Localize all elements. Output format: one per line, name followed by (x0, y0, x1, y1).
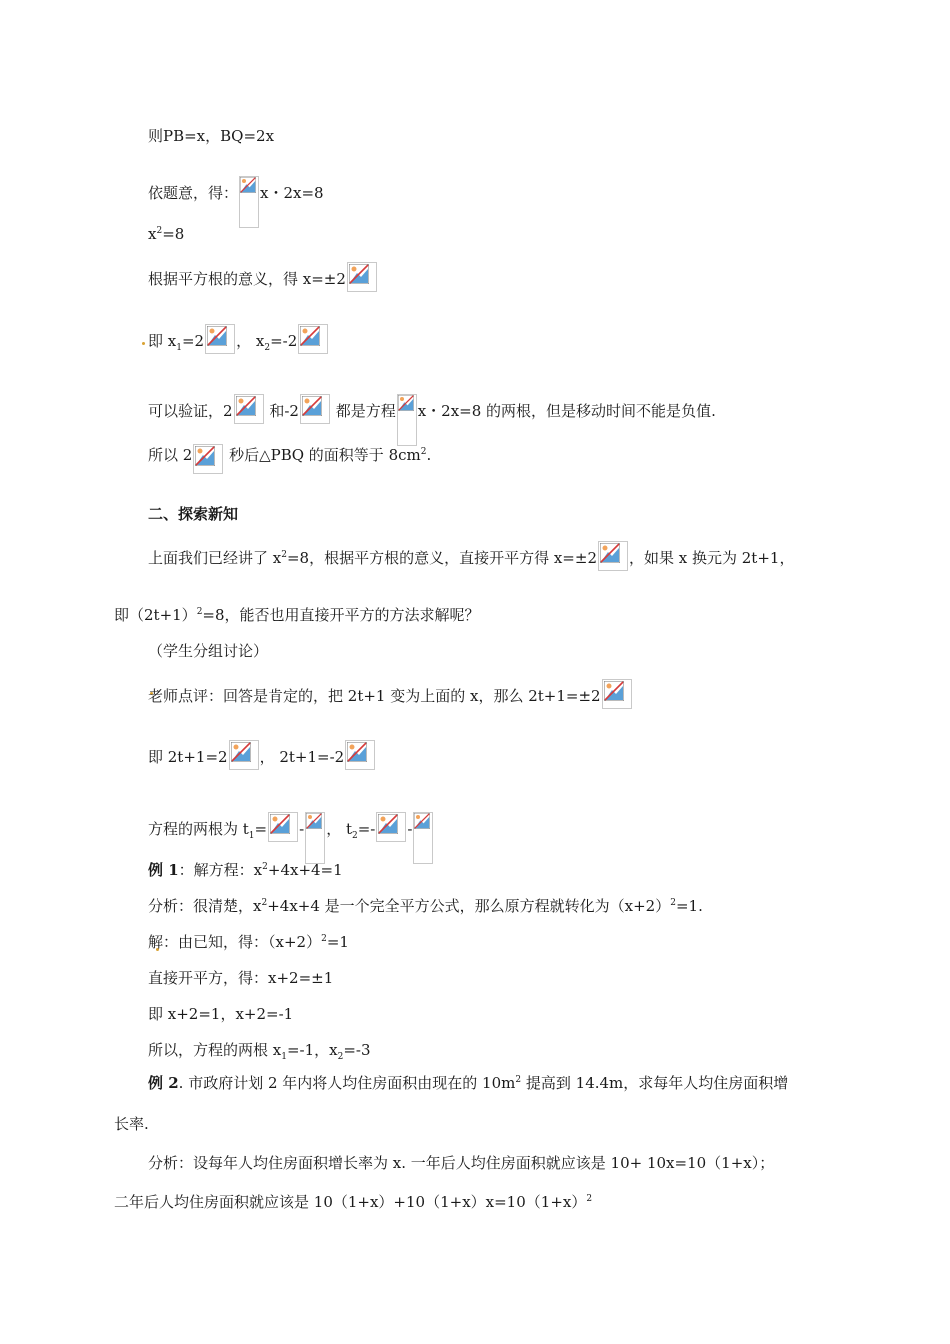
broken-image-icon (205, 324, 235, 354)
broken-image-icon (239, 176, 259, 228)
broken-image-icon (598, 541, 628, 571)
analysis-2-continued: 二年后人均住房面积就应该是 $10(1+x)+10(1+x)x=10(1+x)^2$ (114, 1193, 593, 1211)
broken-image-icon (234, 394, 264, 424)
solution-2: 直接开平方，得：x+2=±1 (148, 969, 334, 987)
teacher-comment: 老师点评：回答是肯定的，把 2t+1 变为上面的 x，那么 2t+1=±2 (148, 679, 633, 709)
example-2: 例 2. 市政府计划 2 年内将人均住房面积由现在的 $10m^2$ 提高到 14.4m，求每年人均住房面积增 (148, 1074, 789, 1092)
broken-image-icon (305, 812, 325, 864)
analysis-2: 分析：设每年人均住房面积增长率为 x. 一年后人均住房面积就应该是 10+ 10x=10（1+x）； (148, 1154, 775, 1172)
example-1: 例 1：解方程：$x^2+4x+4=1$ (148, 861, 343, 879)
paragraph-intro: 上面我们已经讲了 $x^2=8$，根据平方根的意义，直接开平方得 x=±2 ，如果 x 换元为 2t+1， (148, 541, 794, 571)
analysis-1: 分析：很清楚，$x^2+4x+4$ 是一个完全平方公式，那么原方程就转化为$(x+2)^2=1$. (148, 897, 703, 915)
example-2-continued: 长率. (114, 1115, 149, 1133)
line-equation-setup: 依题意，得： x・2x=8 (148, 176, 324, 228)
line-conclusion: 所以 2 秒后△PBQ 的面积等于 $8cm^2$. (148, 444, 431, 474)
line-roots-x: 即 $x_1=2$ ， $x_2=-2$ (148, 324, 329, 354)
broken-image-icon (229, 740, 259, 770)
broken-image-icon (268, 812, 298, 842)
solution-1: 解：由已知，得：$(x+2)^2=1$ (148, 933, 349, 951)
broken-image-icon (300, 394, 330, 424)
solution-3: 即 x+2=1，x+2=-1 (148, 1005, 294, 1023)
broken-image-icon (347, 262, 377, 292)
broken-image-icon (376, 812, 406, 842)
broken-image-icon (298, 324, 328, 354)
line-2t-roots: 即 2t+1=2 ， 2t+1=-2 (148, 740, 376, 770)
line-square-root: 根据平方根的意义，得 x=±2 (148, 262, 378, 292)
broken-image-icon (602, 679, 632, 709)
broken-image-icon (345, 740, 375, 770)
line-x-squared: $x^2=8$ (148, 225, 185, 243)
paragraph-question: 即$(2t+1)^2=8$，能否也用直接开平方的方法求解呢？ (114, 606, 480, 624)
line-pb-bq: 则PB=x，BQ=2x (148, 127, 275, 145)
section-heading: 二、探索新知 (148, 505, 239, 523)
line-t-roots: 方程的两根为 $t_1=$ - ， $t_2=-$ - (148, 812, 434, 864)
broken-image-icon (413, 812, 433, 864)
line-verify: 可以验证，2 和-2 都是方程 x・2x=8 的两根，但是移动时间不能是负值. (148, 394, 716, 446)
discussion-note: （学生分组讨论） (148, 642, 269, 660)
broken-image-icon (193, 444, 223, 474)
marker-dot (142, 342, 145, 345)
broken-image-icon (397, 394, 417, 446)
solution-4: 所以，方程的两根 $x_1=-1$，$x_2=-3$ (148, 1041, 371, 1062)
